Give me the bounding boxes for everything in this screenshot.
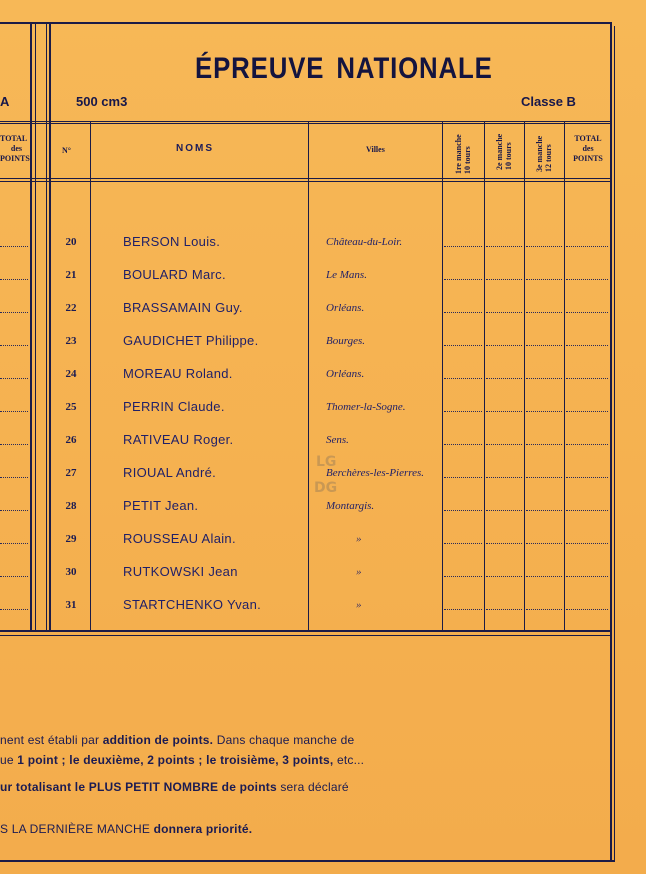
col-line-m1 bbox=[484, 122, 485, 630]
row-name: RUTKOWSKI Jean bbox=[123, 564, 238, 579]
row-number: 24 bbox=[65, 368, 77, 380]
col-header-total: TOTAL des POINTS bbox=[573, 134, 603, 163]
score-dotted-line bbox=[566, 477, 608, 478]
col-header-city: Villes bbox=[366, 145, 385, 154]
col-line-name bbox=[308, 122, 309, 630]
row-city: Bourges. bbox=[326, 335, 366, 347]
score-dotted-line bbox=[444, 378, 482, 379]
score-dotted-line bbox=[444, 312, 482, 313]
table-bottom-line-2 bbox=[0, 635, 610, 636]
score-dotted-line bbox=[526, 444, 562, 445]
score-dotted-line bbox=[0, 246, 28, 247]
svg-text:LG: LG bbox=[316, 454, 337, 470]
row-name: ROUSSEAU Alain. bbox=[123, 531, 236, 546]
score-dotted-line bbox=[566, 378, 608, 379]
score-dotted-line bbox=[526, 345, 562, 346]
score-dotted-line bbox=[526, 543, 562, 544]
score-dotted-line bbox=[526, 312, 562, 313]
frame-right-line-outer bbox=[614, 26, 615, 862]
score-dotted-line bbox=[0, 543, 28, 544]
score-dotted-line bbox=[566, 543, 608, 544]
score-dotted-line bbox=[566, 411, 608, 412]
score-dotted-line bbox=[444, 609, 482, 610]
score-dotted-line bbox=[444, 477, 482, 478]
spine-line-3 bbox=[46, 24, 47, 630]
score-dotted-line bbox=[444, 444, 482, 445]
score-dotted-line bbox=[526, 510, 562, 511]
svg-text:DG: DG bbox=[314, 480, 338, 496]
row-number: 25 bbox=[65, 401, 77, 413]
table-bottom-line bbox=[0, 630, 610, 632]
score-dotted-line bbox=[444, 279, 482, 280]
score-dotted-line bbox=[444, 345, 482, 346]
header-bottom-line bbox=[0, 178, 610, 179]
score-dotted-line bbox=[486, 510, 522, 511]
score-dotted-line bbox=[486, 411, 522, 412]
header-bottom-line-2 bbox=[0, 181, 610, 182]
score-dotted-line bbox=[566, 609, 608, 610]
row-number: 28 bbox=[65, 500, 77, 512]
row-city: Le Mans. bbox=[326, 269, 367, 281]
score-dotted-line bbox=[444, 411, 482, 412]
score-dotted-line bbox=[526, 279, 562, 280]
score-dotted-line bbox=[0, 279, 28, 280]
row-name: BERSON Louis. bbox=[123, 234, 221, 249]
row-number: 29 bbox=[65, 533, 77, 545]
score-dotted-line bbox=[0, 609, 28, 610]
class-label: Classe B bbox=[521, 94, 576, 109]
row-name: STARTCHENKO Yvan. bbox=[123, 597, 262, 612]
row-city: Orléans. bbox=[326, 368, 365, 380]
frame-top-line bbox=[0, 22, 612, 24]
left-total-header: TOTAL des POINTS bbox=[0, 134, 30, 163]
score-dotted-line bbox=[0, 444, 28, 445]
row-number: 31 bbox=[65, 599, 77, 611]
score-dotted-line bbox=[0, 411, 28, 412]
header-top-line bbox=[0, 121, 610, 122]
row-city: Montargis. bbox=[326, 500, 375, 512]
row-number: 22 bbox=[65, 302, 77, 314]
row-city: Berchères-les-Pierres. bbox=[326, 467, 425, 479]
score-dotted-line bbox=[0, 576, 28, 577]
col-line-m3 bbox=[564, 122, 565, 630]
row-name: PERRIN Claude. bbox=[123, 399, 225, 414]
footer-line-1: nent est établi par addition de points. Dans chaque manche de bbox=[0, 733, 355, 747]
left-edge-letter: A bbox=[0, 94, 10, 109]
col-header-manche3: 3e manche 12 tours bbox=[535, 135, 553, 172]
score-dotted-line bbox=[444, 246, 482, 247]
row-city: Sens. bbox=[326, 434, 349, 446]
score-dotted-line bbox=[486, 312, 522, 313]
header-top-line-2 bbox=[0, 123, 610, 124]
score-dotted-line bbox=[566, 444, 608, 445]
footer-line-3: ur totalisant le PLUS PETIT NOMBRE de points sera déclaré bbox=[0, 780, 349, 794]
score-dotted-line bbox=[566, 312, 608, 313]
score-dotted-line bbox=[566, 576, 608, 577]
col-line-num bbox=[90, 122, 91, 630]
row-name: MOREAU Roland. bbox=[123, 366, 233, 381]
row-name: BOULARD Marc. bbox=[123, 267, 226, 282]
score-dotted-line bbox=[486, 444, 522, 445]
spine-line-1 bbox=[30, 24, 32, 630]
score-dotted-line bbox=[566, 345, 608, 346]
score-dotted-line bbox=[486, 246, 522, 247]
row-name: PETIT Jean. bbox=[123, 498, 199, 513]
score-dotted-line bbox=[486, 543, 522, 544]
score-dotted-line bbox=[486, 345, 522, 346]
score-dotted-line bbox=[566, 279, 608, 280]
row-number: 30 bbox=[65, 566, 77, 578]
row-number: 26 bbox=[65, 434, 77, 446]
row-city: » bbox=[356, 599, 362, 611]
category-label: 500 cm3 bbox=[76, 94, 128, 109]
score-dotted-line bbox=[566, 510, 608, 511]
row-number: 20 bbox=[65, 236, 77, 248]
score-dotted-line bbox=[0, 312, 28, 313]
row-city: Château-du-Loir. bbox=[326, 236, 403, 248]
frame-bottom-line bbox=[0, 860, 614, 862]
row-number: 21 bbox=[65, 269, 77, 281]
row-city: Thomer-la-Sogne. bbox=[326, 401, 406, 413]
col-header-num: N° bbox=[62, 146, 71, 155]
col-header-manche1: 1re manche 10 tours bbox=[454, 134, 472, 174]
row-city: » bbox=[356, 533, 362, 545]
score-dotted-line bbox=[526, 477, 562, 478]
row-name: RIOUAL André. bbox=[123, 465, 217, 480]
row-city: » bbox=[356, 566, 362, 578]
score-dotted-line bbox=[0, 477, 28, 478]
score-dotted-line bbox=[444, 510, 482, 511]
score-dotted-line bbox=[566, 246, 608, 247]
frame-right-line bbox=[610, 22, 612, 862]
row-name: GAUDICHET Philippe. bbox=[123, 333, 259, 348]
score-dotted-line bbox=[526, 411, 562, 412]
score-dotted-line bbox=[486, 279, 522, 280]
col-line-city bbox=[442, 122, 443, 630]
score-dotted-line bbox=[444, 543, 482, 544]
row-number: 27 bbox=[65, 467, 77, 479]
footer-line-2: ue 1 point ; le deuxième, 2 points ; le troisième, 3 points, etc... bbox=[0, 753, 365, 767]
row-name: RATIVEAU Roger. bbox=[123, 432, 234, 447]
row-number: 23 bbox=[65, 335, 77, 347]
score-dotted-line bbox=[0, 345, 28, 346]
score-dotted-line bbox=[0, 510, 28, 511]
watermark-stamp bbox=[312, 448, 338, 496]
score-dotted-line bbox=[444, 576, 482, 577]
col-line-m2 bbox=[524, 122, 525, 630]
page-title: ÉPREUVE NATIONALE bbox=[195, 52, 493, 85]
row-name: BRASSAMAIN Guy. bbox=[123, 300, 243, 315]
score-dotted-line bbox=[526, 609, 562, 610]
score-dotted-line bbox=[526, 246, 562, 247]
score-dotted-line bbox=[486, 378, 522, 379]
row-city: Orléans. bbox=[326, 302, 365, 314]
score-dotted-line bbox=[486, 576, 522, 577]
spine-line-4 bbox=[49, 24, 51, 630]
col-header-name: NOMS bbox=[176, 143, 214, 154]
col-header-manche2: 2e manche 10 tours bbox=[495, 133, 513, 170]
score-dotted-line bbox=[526, 576, 562, 577]
spine-line-2 bbox=[35, 24, 36, 630]
score-dotted-line bbox=[526, 378, 562, 379]
score-dotted-line bbox=[486, 477, 522, 478]
score-dotted-line bbox=[486, 609, 522, 610]
score-dotted-line bbox=[0, 378, 28, 379]
footer-line-4: S LA DERNIÈRE MANCHE donnera priorité. bbox=[0, 822, 253, 836]
